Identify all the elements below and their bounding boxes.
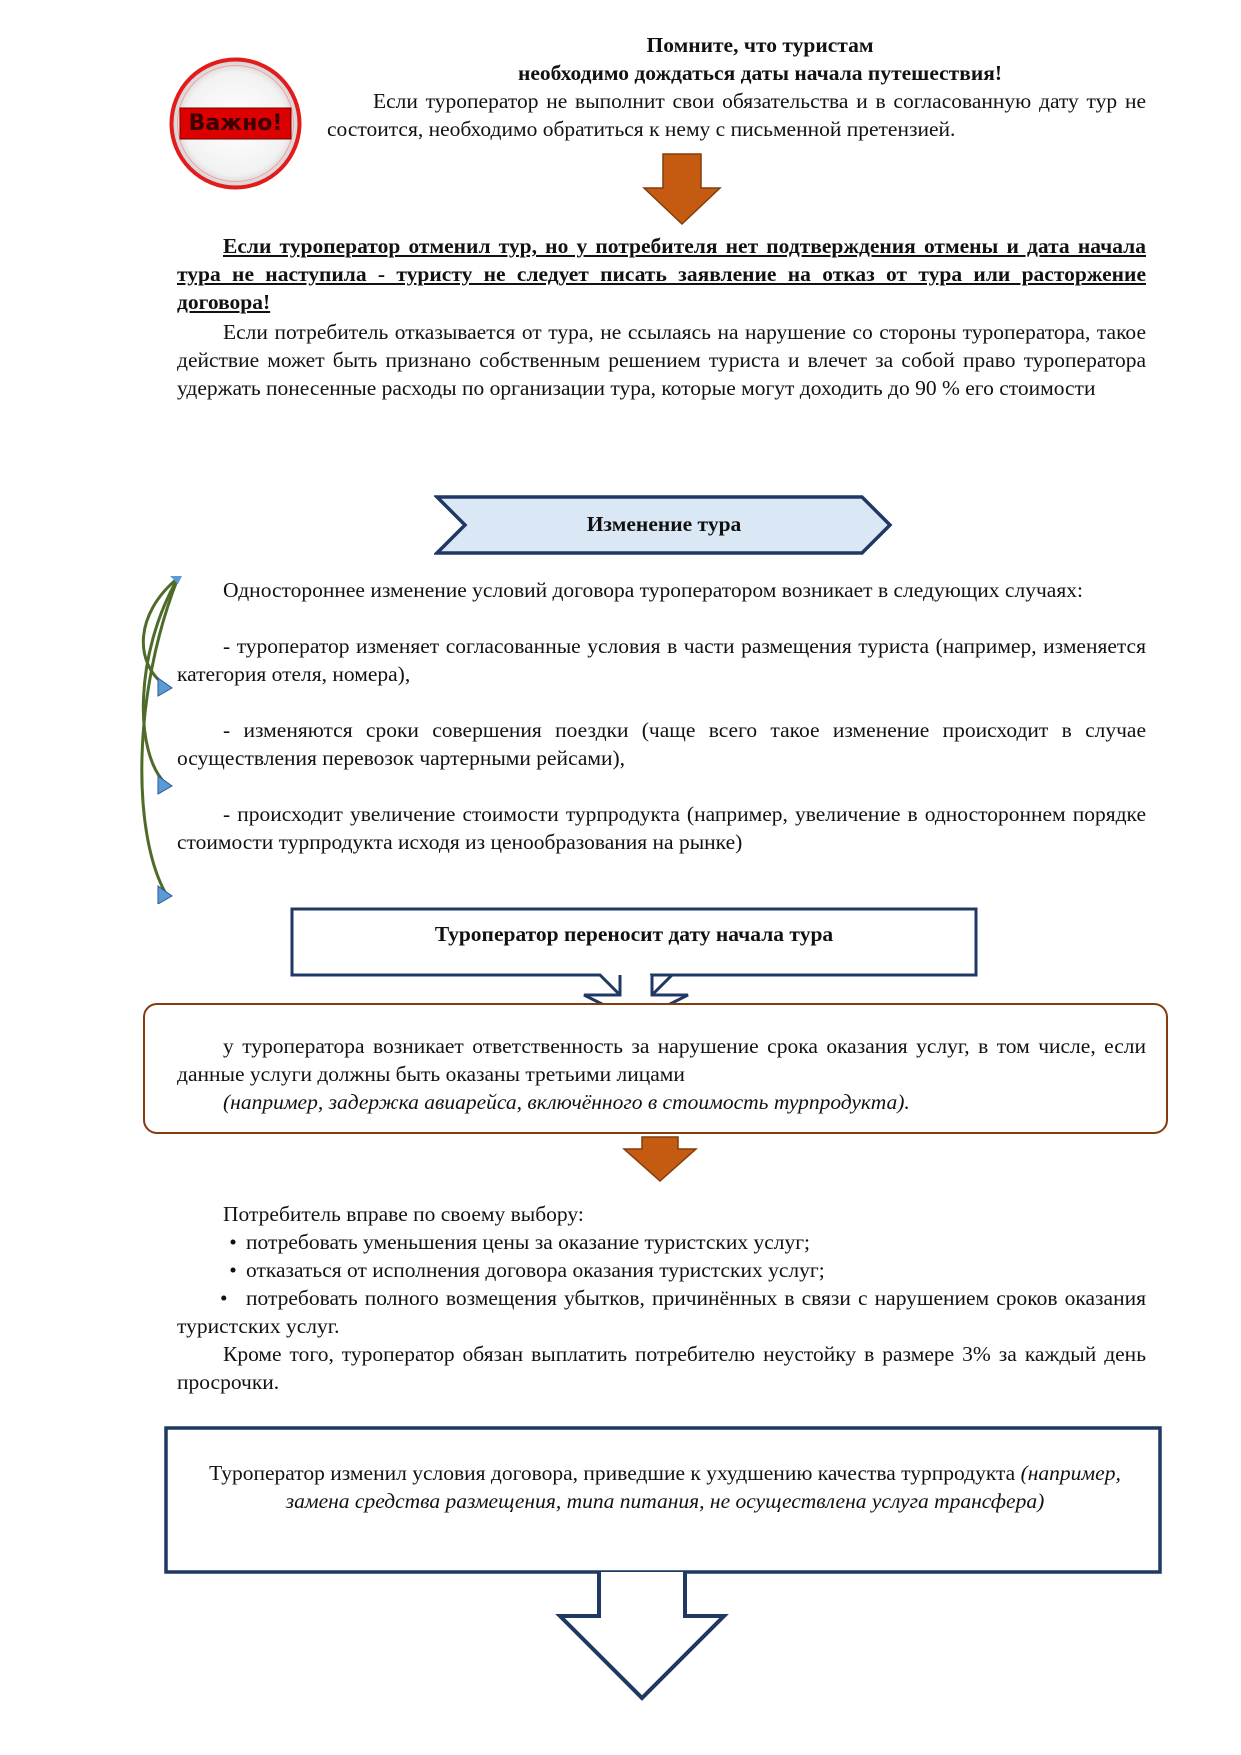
section-header-tour-change: Изменение тура: [586, 512, 742, 536]
bullet-icon: •: [220, 1286, 228, 1310]
consumer-intro: Потребитель вправе по своему выбору:: [223, 1202, 584, 1226]
list-item: [177, 1228, 1146, 1256]
consumer-options: [177, 1200, 1146, 1396]
tour-change-text: [177, 576, 1146, 856]
cancel-warning: Если туроператор отменил тур, но у потребителя нет подтверждения отмены и дата начала тура не наступила - туристу не следует писать заявление на отказ от тура или расторжение договора!: [177, 234, 1146, 314]
option-text: потребовать уменьшения цены за оказание туристских услуг;: [246, 1230, 811, 1254]
conditions-change-text: [190, 1459, 1140, 1515]
bullet-icon: •: [229, 1258, 237, 1282]
tour-change-intro: Одностороннее изменение условий договора туроператором возникает в следующих случаях:: [223, 578, 1083, 602]
tour-change-case: - изменяются сроки совершения поездки (чаще всего такое изменение происходит в случае осуществления перевозок чартерными рейсами),: [177, 718, 1146, 770]
bullet-icon: •: [229, 1230, 237, 1254]
responsibility-text: у туроператора возникает ответственность за нарушение срока оказания услуг, в том числе, если данные услуги должны быть оказаны третьими лицами: [177, 1034, 1146, 1086]
penalty-text: Кроме того, туроператор обязан выплатить потребителю неустойку в размере 3% за каждый день просрочки.: [177, 1342, 1146, 1394]
list-item: [177, 1256, 1146, 1284]
reminder-paragraph: Если туроператор не выполнит свои обязательства и в согласованную дату тур не состоится, необходимо обратиться к нему с письменной претензией.: [327, 89, 1146, 141]
option-text: отказаться от исполнения договора оказания туристских услуг;: [246, 1258, 825, 1282]
conditions-change-main: Туроператор изменил условия договора, приведшие к ухудшению качества турпродукта: [209, 1461, 1016, 1485]
conditions-change-example: (например, замена средства размещения, типа питания, не осуществлена услуга трансфера): [285, 1461, 1121, 1513]
tour-change-case: - туроператор изменяет согласованные условия в части размещения туриста (например, изменяется категория отеля, номера),: [177, 634, 1146, 686]
important-badge-label: Важно!: [188, 111, 283, 136]
important-badge: [168, 56, 303, 191]
date-shift-title: Туроператор переносит дату начала тура: [434, 922, 834, 946]
down-arrow-icon: [642, 152, 722, 226]
reminder-title-line1: Помните, что туристам: [646, 33, 874, 57]
responsibility-example: (например, задержка авиарейса, включённого в стоимость турпродукта).: [223, 1090, 910, 1114]
tour-change-case: - происходит увеличение стоимости турпродукта (например, увеличение в одностороннем порядке стоимости турпродукта исходя из ценообразования на рынке): [177, 802, 1146, 854]
down-arrow-icon: [620, 1135, 700, 1185]
refusal-paragraph: Если потребитель отказывается от тура, не ссылаясь на нарушение со стороны туроператора, такое действие может быть признано собственным решением туриста и влечет за собой право туроператора удержать понесенные расходы по организации тура, которые могут доходить до 90 % его стоимости: [177, 320, 1146, 400]
reminder-title-line2: необходимо дождаться даты начала путешествия!: [517, 61, 1003, 85]
option-text-wrapped: [177, 1284, 1146, 1340]
option-text: потребовать полного возмещения убытков, причинённых в связи с нарушением сроков оказания туристских услуг.: [177, 1286, 1146, 1338]
